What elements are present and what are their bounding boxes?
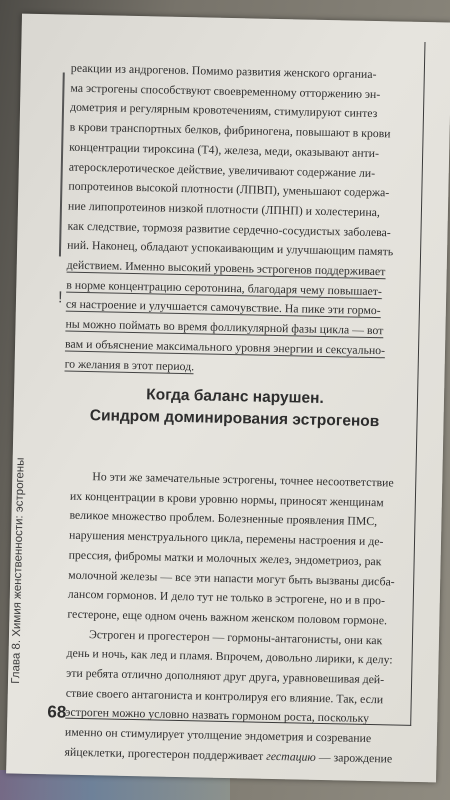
p1-line-12: в норме концентрацию серотонина, благодаря чему повышает-	[66, 277, 383, 298]
paragraph-3	[64, 624, 405, 769]
p2-line-8: гестероне, еще одном очень важном женском половом гормоне.	[67, 606, 388, 628]
section-heading	[61, 383, 408, 434]
p2-line-7: лансом гормонов. И дело тут не только в эстрогене, но и в про-	[67, 586, 386, 608]
p1-line-16: го желания в этот период.	[64, 356, 195, 373]
p1-line-1: реакции из андрогенов. Помимо развития женского органиа-	[70, 60, 377, 82]
section-body	[64, 467, 408, 770]
page-number: 68	[47, 702, 67, 722]
p2-line-4: нарушения менструального цикла, перемены настроения и де-	[68, 527, 384, 549]
p2-line-2: их концентрации в крови уровню нормы, приносят женщинам	[69, 488, 384, 509]
p2-line-6: молочной железы — все эти напасти могут быть вызваны дисба-	[68, 567, 395, 589]
p3-line-5: эстроген можно условно назвать гормоном роста, поскольку	[65, 705, 370, 726]
p1-line-5: концентрации тироксина (Т4), железа, меди, оказывают анти-	[69, 139, 380, 160]
p3-line-6: именно он стимулирует утолщение эндометрия и созревание	[64, 724, 372, 746]
p1-line-15: вам и объяснение максимального уровня энергии и сексуально-	[64, 336, 386, 358]
p1-line-4: в крови транспортных белков, фибриногена, повышают в крови	[69, 119, 391, 141]
paragraph-2	[67, 467, 408, 632]
p3-line-4: ствие своего антагониста и контролируя его влияние. Так, если	[65, 685, 384, 707]
p1-line-9: как следствие, тормозя развитие сердечно-сосудистых заболева-	[67, 218, 391, 239]
p1-line-13: ся настроение и улучшается самочувствие. На пике эти гормо-	[65, 297, 381, 318]
p2-line-5: прессия, фибромы матки и молочных желез, эндометриоз, рак	[68, 547, 382, 569]
p3-italic-term: гестацию	[266, 748, 316, 764]
p3-line-7-tail: — зарождение	[315, 749, 393, 766]
p1-line-14: ны можно поймать во время фолликулярной фазы цикла — вот	[65, 316, 384, 338]
p2-line-3: великое множество проблем. Болезненные проявления ПМС,	[69, 508, 378, 529]
book-page	[6, 14, 450, 783]
section-heading-line-1: Когда баланс нарушен.	[146, 386, 324, 407]
p3-line-7: яйцеклетки, прогестерон поддерживает	[64, 744, 264, 763]
p1-line-10: ний. Наконец, обладают успокаивающим и улучшающим память	[67, 237, 394, 259]
chapter-running-head-text: Глава 8. Химия женственности: эстрогены	[9, 457, 27, 684]
p1-line-11: действием. Именно высокий уровень эстрогенов поддерживает	[66, 257, 386, 279]
p1-line-6: атеросклеротическое действие, увеличивают содержание ли-	[68, 159, 376, 180]
p1-line-7: попротеинов высокой плотности (ЛПВП), уменьшают содержа-	[68, 178, 390, 200]
p1-line-2: ма эстрогены способствуют своевременному отторжению эн-	[70, 80, 381, 101]
p3-line-1: Эстроген и прогестерон — гормоны-антагонисты, они как	[88, 626, 383, 647]
margin-exclamation-mark: !	[57, 289, 63, 307]
p1-line-8: ние липопротеинов низкой плотности (ЛПНП) и холестерина,	[67, 198, 381, 220]
p2-line-1: Но эти же замечательные эстрогены, точнее несоответствие	[92, 469, 394, 490]
paragraph-1	[57, 59, 413, 381]
page-frame-right-rule	[410, 42, 425, 726]
chapter-running-head	[6, 451, 31, 691]
p3-line-2: день и ночь, как лед и пламя. Впрочем, довольно лирики, к делу:	[66, 645, 393, 667]
section-heading-line-2: Синдром доминирования эстрогенов	[89, 407, 380, 431]
p3-line-3: эти ребята отлично дополняют друг друга, уравновешивая дей-	[66, 665, 385, 687]
p1-line-3: дометрия и регулярным кровотечениям, стимулируют синтез	[69, 100, 378, 121]
